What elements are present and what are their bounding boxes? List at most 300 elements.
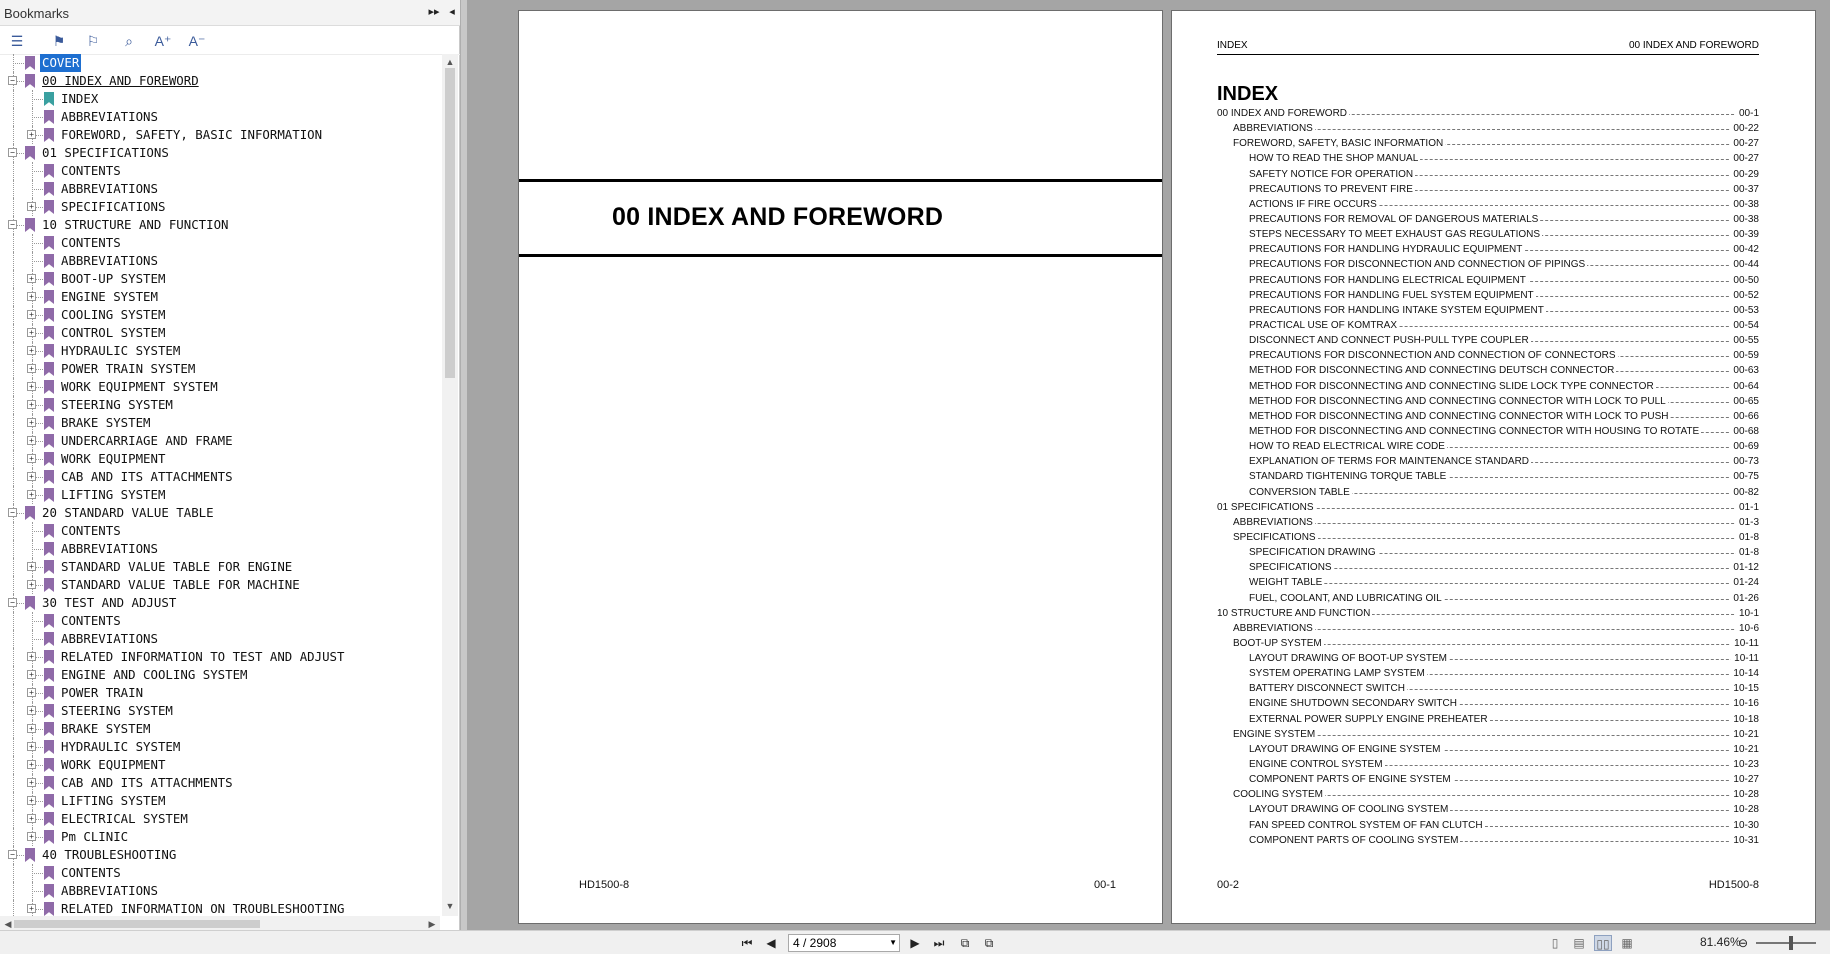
bookmark-item[interactable] bbox=[0, 162, 440, 180]
toc-entry[interactable] bbox=[1217, 153, 1759, 168]
toc-entry-page: 00-38 bbox=[1730, 214, 1759, 225]
bookmark-item[interactable] bbox=[0, 828, 440, 846]
bookmark-item[interactable] bbox=[0, 180, 440, 198]
continuous-icon[interactable]: ▤ bbox=[1573, 936, 1585, 950]
zoom-level[interactable]: 81.46% bbox=[1700, 935, 1741, 949]
tree-connector bbox=[13, 648, 14, 666]
tree-connector bbox=[13, 684, 14, 702]
document-viewer[interactable] bbox=[467, 0, 1830, 930]
toc-entry-page: 01-8 bbox=[1736, 532, 1759, 543]
bookmark-item[interactable] bbox=[0, 414, 440, 432]
bookmark-label[interactable]: WORK EQUIPMENT SYSTEM bbox=[61, 379, 218, 394]
expand-toggle-icon[interactable]: + bbox=[27, 706, 36, 715]
bookmark-icon bbox=[44, 344, 54, 358]
scroll-thumb[interactable] bbox=[14, 920, 260, 928]
toc-entry[interactable] bbox=[1217, 835, 1759, 850]
bookmark-icon bbox=[44, 830, 54, 844]
facing-icon[interactable]: ▯▯ bbox=[1594, 935, 1612, 951]
bookmark-label[interactable]: FOREWORD, SAFETY, BASIC INFORMATION bbox=[61, 127, 323, 142]
chapter-title-band bbox=[519, 179, 1162, 257]
toc-entry-title: SPECIFICATIONS bbox=[1249, 562, 1332, 574]
bookmark-label[interactable]: CAB AND ITS ATTACHMENTS bbox=[61, 469, 233, 484]
zoom-slider[interactable] bbox=[1756, 942, 1816, 944]
bookmark-item[interactable] bbox=[0, 72, 440, 90]
tree-connector bbox=[13, 108, 14, 126]
toc-entry-title: FAN SPEED CONTROL SYSTEM OF FAN CLUTCH bbox=[1249, 819, 1483, 831]
toc-entry[interactable] bbox=[1217, 593, 1759, 608]
toc-entry[interactable] bbox=[1217, 381, 1759, 396]
tree-connector bbox=[13, 882, 14, 900]
bookmark-item[interactable] bbox=[0, 306, 440, 324]
tree-connector bbox=[13, 864, 14, 882]
bookmark-item[interactable] bbox=[0, 864, 440, 882]
toc-entry[interactable] bbox=[1217, 123, 1759, 138]
expand-toggle-icon[interactable]: + bbox=[27, 724, 36, 733]
tree-connector bbox=[13, 558, 14, 576]
toc-entry-page: 00-68 bbox=[1730, 426, 1759, 437]
chevron-left-icon[interactable]: ◂ bbox=[449, 6, 455, 18]
tree-connector bbox=[13, 432, 14, 450]
page-number-field[interactable] bbox=[788, 934, 900, 952]
bookmark-label[interactable]: 10 STRUCTURE AND FUNCTION bbox=[42, 217, 229, 232]
find-bookmark-icon[interactable]: ⌕ bbox=[125, 33, 133, 49]
toc-entry-page: 10-11 bbox=[1731, 638, 1759, 649]
bookmark-icon bbox=[25, 596, 35, 610]
toc-entry-page: 10-14 bbox=[1730, 668, 1759, 679]
bookmark-label[interactable]: HYDRAULIC SYSTEM bbox=[61, 739, 181, 754]
bookmark-label[interactable]: LIFTING SYSTEM bbox=[61, 487, 166, 502]
reduce-text-icon[interactable]: A⁻ bbox=[188, 33, 206, 49]
toc-entry-title: ABBREVIATIONS bbox=[1233, 622, 1313, 634]
tree-connector bbox=[13, 54, 14, 72]
bookmark-label[interactable]: ABBREVIATIONS bbox=[61, 181, 158, 196]
bookmark-label[interactable]: ABBREVIATIONS bbox=[61, 631, 158, 646]
bookmark-label[interactable]: COVER bbox=[42, 55, 80, 70]
toc-entry[interactable] bbox=[1217, 577, 1759, 592]
bookmark-options-icon[interactable]: ☰ bbox=[10, 33, 24, 49]
toc-entry-title: FOREWORD, SAFETY, BASIC INFORMATION bbox=[1233, 138, 1444, 150]
toc-entry[interactable] bbox=[1217, 532, 1759, 547]
toc-entry[interactable] bbox=[1217, 608, 1759, 623]
toc-entry[interactable] bbox=[1217, 698, 1759, 713]
bookmark-item[interactable] bbox=[0, 810, 440, 828]
bookmark-icon bbox=[25, 506, 35, 520]
previous-page-icon[interactable]: ◀ bbox=[766, 936, 776, 950]
bookmarks-vertical-scrollbar[interactable] bbox=[442, 54, 458, 916]
toc-entry[interactable] bbox=[1217, 214, 1759, 229]
bookmark-icon bbox=[44, 236, 54, 250]
collapse-toggle-icon[interactable]: − bbox=[8, 508, 17, 517]
tree-connector bbox=[13, 756, 14, 774]
expand-toggle-icon[interactable]: + bbox=[27, 490, 36, 499]
bookmark-icon bbox=[25, 218, 35, 232]
double-chevron-right-icon[interactable]: ▸▸ bbox=[428, 6, 440, 18]
tree-connector bbox=[32, 639, 45, 640]
bookmark-item[interactable] bbox=[0, 882, 440, 900]
bookmark-icon bbox=[44, 560, 54, 574]
tree-connector bbox=[32, 630, 33, 648]
tree-connector bbox=[13, 414, 14, 432]
bookmark-label[interactable]: COOLING SYSTEM bbox=[61, 307, 166, 322]
toc-entry[interactable] bbox=[1217, 441, 1759, 456]
bookmark-label[interactable]: STANDARD VALUE TABLE FOR ENGINE bbox=[61, 559, 293, 574]
bookmark-item[interactable] bbox=[0, 594, 440, 612]
bookmark-icon bbox=[44, 434, 54, 448]
toc-entry-title: SPECIFICATION DRAWING bbox=[1249, 547, 1376, 559]
bookmark-item[interactable] bbox=[0, 270, 440, 288]
toc-entry[interactable] bbox=[1217, 744, 1759, 759]
bookmark-item[interactable] bbox=[0, 90, 440, 108]
bookmark-label[interactable]: 01 SPECIFICATIONS bbox=[42, 145, 169, 160]
toc-entry-title: PRECAUTIONS FOR REMOVAL OF DANGEROUS MATERIALS bbox=[1249, 213, 1539, 225]
toc-entry-title: METHOD FOR DISCONNECTING AND CONNECTING DEUTSCH CONNECTOR bbox=[1249, 365, 1615, 377]
toc-entry-title: DISCONNECT AND CONNECT PUSH-PULL TYPE COUPLER bbox=[1249, 335, 1529, 347]
bookmark-label[interactable]: BRAKE SYSTEM bbox=[61, 415, 151, 430]
expand-toggle-icon[interactable]: + bbox=[27, 796, 36, 805]
toc-entry-title: PRECAUTIONS TO PREVENT FIRE bbox=[1249, 183, 1413, 195]
bookmark-label[interactable]: CONTROL SYSTEM bbox=[61, 325, 166, 340]
toc-entry[interactable] bbox=[1217, 411, 1759, 426]
toc-entry[interactable] bbox=[1217, 396, 1759, 411]
delete-bookmark-icon[interactable]: ⚐ bbox=[86, 33, 100, 49]
toc-entry-title: ENGINE CONTROL SYSTEM bbox=[1249, 759, 1383, 771]
toc-entry[interactable] bbox=[1217, 804, 1759, 819]
bookmark-label[interactable]: ABBREVIATIONS bbox=[61, 883, 158, 898]
bookmark-icon bbox=[44, 362, 54, 376]
bookmark-label[interactable]: CONTENTS bbox=[61, 235, 121, 250]
expand-toggle-icon[interactable]: + bbox=[27, 130, 36, 139]
toc-entry[interactable] bbox=[1217, 668, 1759, 683]
bookmark-item[interactable] bbox=[0, 774, 440, 792]
bookmark-label[interactable]: 40 TROUBLESHOOTING bbox=[42, 847, 177, 862]
collapse-toggle-icon[interactable]: − bbox=[8, 598, 17, 607]
tree-connector bbox=[13, 378, 14, 396]
next-page-icon[interactable]: ▶ bbox=[910, 936, 920, 950]
toc-entry[interactable] bbox=[1217, 820, 1759, 835]
tree-connector bbox=[32, 531, 45, 532]
bookmark-label[interactable]: ABBREVIATIONS bbox=[61, 109, 158, 124]
bookmark-label[interactable]: HYDRAULIC SYSTEM bbox=[61, 343, 181, 358]
bookmark-item[interactable] bbox=[0, 126, 440, 144]
bookmark-icon bbox=[44, 452, 54, 466]
scroll-left-icon[interactable]: ◀ bbox=[4, 919, 12, 929]
bookmark-item[interactable] bbox=[0, 468, 440, 486]
bookmark-item[interactable] bbox=[0, 846, 440, 864]
bookmark-label[interactable]: STEERING SYSTEM bbox=[61, 397, 173, 412]
toc-entry-page: 00-65 bbox=[1730, 396, 1759, 407]
toc-entry-page: 01-8 bbox=[1736, 547, 1759, 558]
toc-entry[interactable] bbox=[1217, 108, 1759, 123]
collapse-toggle-icon[interactable]: − bbox=[8, 220, 17, 229]
bookmark-label[interactable]: ABBREVIATIONS bbox=[61, 541, 158, 556]
expand-toggle-icon[interactable]: + bbox=[27, 274, 36, 283]
bookmark-label[interactable]: CONTENTS bbox=[61, 163, 121, 178]
bookmark-label[interactable]: 20 STANDARD VALUE TABLE bbox=[42, 505, 214, 520]
expand-toggle-icon[interactable]: + bbox=[27, 760, 36, 769]
bookmark-item[interactable] bbox=[0, 396, 440, 414]
toc-entry[interactable] bbox=[1217, 290, 1759, 305]
tree-connector bbox=[32, 621, 45, 622]
bookmark-label[interactable]: POWER TRAIN bbox=[61, 685, 144, 700]
tree-connector bbox=[13, 288, 14, 306]
toc-entry[interactable] bbox=[1217, 471, 1759, 486]
expand-toggle-icon[interactable]: + bbox=[27, 436, 36, 445]
scroll-right-icon[interactable]: ▶ bbox=[428, 919, 436, 929]
last-page-icon[interactable]: ⏭ bbox=[933, 936, 945, 950]
tree-connector bbox=[32, 108, 33, 126]
toc-entry-page: 01-24 bbox=[1730, 577, 1759, 588]
toc-entry[interactable] bbox=[1217, 275, 1759, 290]
bookmark-label[interactable]: BOOT-UP SYSTEM bbox=[61, 271, 166, 286]
bookmark-label[interactable]: POWER TRAIN SYSTEM bbox=[61, 361, 196, 376]
tree-connector bbox=[13, 162, 14, 180]
bookmark-item[interactable] bbox=[0, 648, 440, 666]
bookmark-label[interactable]: CAB AND ITS ATTACHMENTS bbox=[61, 775, 233, 790]
expand-toggle-icon[interactable]: + bbox=[27, 580, 36, 589]
expand-toggle-icon[interactable]: + bbox=[27, 382, 36, 391]
toc-entry[interactable] bbox=[1217, 789, 1759, 804]
tree-connector bbox=[32, 234, 33, 252]
bookmark-label[interactable]: ABBREVIATIONS bbox=[61, 253, 158, 268]
enlarge-text-icon[interactable]: A⁺ bbox=[154, 33, 172, 49]
bookmark-item[interactable] bbox=[0, 252, 440, 270]
bookmark-item[interactable] bbox=[0, 504, 440, 522]
bookmark-item[interactable] bbox=[0, 450, 440, 468]
bookmark-label[interactable]: Pm CLINIC bbox=[61, 829, 129, 844]
first-page-icon[interactable]: ⏮ bbox=[741, 936, 753, 950]
expand-toggle-icon[interactable]: + bbox=[27, 904, 36, 913]
expand-toggle-icon[interactable]: + bbox=[27, 364, 36, 373]
bookmark-label[interactable]: ELECTRICAL SYSTEM bbox=[61, 811, 188, 826]
bookmark-label[interactable]: WORK EQUIPMENT bbox=[61, 757, 166, 772]
tree-connector bbox=[13, 396, 14, 414]
bookmark-item[interactable] bbox=[0, 234, 440, 252]
toc-entry-page: 00-73 bbox=[1730, 456, 1759, 467]
collapse-toggle-icon[interactable]: − bbox=[8, 76, 17, 85]
bookmark-item[interactable] bbox=[0, 738, 440, 756]
toc-entry[interactable] bbox=[1217, 259, 1759, 274]
bookmark-item[interactable] bbox=[0, 216, 440, 234]
tree-connector bbox=[13, 720, 14, 738]
expand-toggle-icon[interactable]: + bbox=[27, 454, 36, 463]
expand-toggle-icon[interactable]: + bbox=[27, 814, 36, 823]
bookmark-item[interactable] bbox=[0, 54, 440, 72]
tree-connector bbox=[13, 630, 14, 648]
toc-entry-title: LAYOUT DRAWING OF BOOT-UP SYSTEM bbox=[1249, 653, 1447, 665]
bookmark-item[interactable] bbox=[0, 486, 440, 504]
toc-entry[interactable] bbox=[1217, 244, 1759, 259]
bookmark-label[interactable]: INDEX bbox=[61, 91, 99, 106]
expand-toggle-icon[interactable]: + bbox=[27, 562, 36, 571]
toc-entry-title: EXTERNAL POWER SUPPLY ENGINE PREHEATER bbox=[1249, 713, 1488, 725]
bookmark-item[interactable] bbox=[0, 612, 440, 630]
tree-connector bbox=[32, 540, 33, 558]
toc-entry[interactable] bbox=[1217, 229, 1759, 244]
expand-toggle-icon[interactable]: + bbox=[27, 292, 36, 301]
scroll-down-icon[interactable]: ▼ bbox=[445, 901, 455, 911]
bookmark-item[interactable] bbox=[0, 144, 440, 162]
expand-toggle-icon[interactable]: + bbox=[27, 832, 36, 841]
bookmark-label[interactable]: UNDERCARRIAGE AND FRAME bbox=[61, 433, 233, 448]
toc-entry[interactable] bbox=[1217, 456, 1759, 471]
toc-entry[interactable] bbox=[1217, 426, 1759, 441]
bookmark-label[interactable]: STEERING SYSTEM bbox=[61, 703, 173, 718]
bookmark-item[interactable] bbox=[0, 630, 440, 648]
bookmark-icon bbox=[44, 290, 54, 304]
page-footer-number: 00-2 bbox=[1217, 879, 1240, 891]
expand-toggle-icon[interactable]: + bbox=[27, 670, 36, 679]
toc-entry[interactable] bbox=[1217, 729, 1759, 744]
chevron-down-icon[interactable]: ▼ bbox=[889, 938, 897, 947]
toc-entry[interactable] bbox=[1217, 487, 1759, 502]
scroll-thumb[interactable] bbox=[445, 68, 455, 378]
tree-connector bbox=[32, 252, 33, 270]
toc-entry[interactable] bbox=[1217, 184, 1759, 199]
expand-toggle-icon[interactable]: + bbox=[27, 202, 36, 211]
tree-connector bbox=[13, 234, 14, 252]
bookmark-label[interactable]: RELATED INFORMATION TO TEST AND ADJUST bbox=[61, 649, 345, 664]
next-view-icon[interactable]: ⧉ bbox=[984, 936, 994, 950]
expand-toggle-icon[interactable]: + bbox=[27, 418, 36, 427]
bookmark-label[interactable]: LIFTING SYSTEM bbox=[61, 793, 166, 808]
bookmark-item[interactable] bbox=[0, 288, 440, 306]
toc-entry[interactable] bbox=[1217, 502, 1759, 517]
bookmark-label[interactable]: CONTENTS bbox=[61, 613, 121, 628]
toc-entry-title: ABBREVIATIONS bbox=[1233, 516, 1313, 528]
bookmark-label[interactable]: CONTENTS bbox=[61, 523, 121, 538]
toc-entry-title: LAYOUT DRAWING OF ENGINE SYSTEM bbox=[1249, 743, 1441, 755]
toc-leader bbox=[1249, 583, 1759, 584]
bookmark-icon bbox=[25, 848, 35, 862]
toc-entry[interactable] bbox=[1217, 683, 1759, 698]
expand-toggle-icon[interactable]: + bbox=[27, 652, 36, 661]
expand-toggle-icon[interactable]: + bbox=[27, 346, 36, 355]
bookmark-item[interactable] bbox=[0, 756, 440, 774]
bookmark-item[interactable] bbox=[0, 324, 440, 342]
expand-toggle-icon[interactable]: + bbox=[27, 328, 36, 337]
toc-entry[interactable] bbox=[1217, 320, 1759, 335]
bookmark-item[interactable] bbox=[0, 378, 440, 396]
toc-entry-page: 10-28 bbox=[1730, 789, 1759, 800]
bookmark-item[interactable] bbox=[0, 558, 440, 576]
bookmark-label[interactable]: SPECIFICATIONS bbox=[61, 199, 166, 214]
bookmark-item[interactable] bbox=[0, 198, 440, 216]
collapse-toggle-icon[interactable]: − bbox=[8, 148, 17, 157]
toc-entry[interactable] bbox=[1217, 562, 1759, 577]
expand-toggle-icon[interactable]: + bbox=[27, 472, 36, 481]
bookmark-label[interactable]: STANDARD VALUE TABLE FOR MACHINE bbox=[61, 577, 300, 592]
bookmark-item[interactable] bbox=[0, 720, 440, 738]
bookmark-label[interactable]: 30 TEST AND ADJUST bbox=[42, 595, 177, 610]
toc-entry-title: COOLING SYSTEM bbox=[1233, 789, 1324, 801]
toc-entry[interactable] bbox=[1217, 714, 1759, 729]
toc-entry-title: PRECAUTIONS FOR HANDLING FUEL SYSTEM EQUIPMENT bbox=[1249, 289, 1534, 301]
toc-entry-page: 00-55 bbox=[1730, 335, 1759, 346]
toc-entry-title: BOOT-UP SYSTEM bbox=[1233, 637, 1322, 649]
toc-entry[interactable] bbox=[1217, 517, 1759, 532]
bookmark-item[interactable] bbox=[0, 702, 440, 720]
bookmark-item[interactable] bbox=[0, 522, 440, 540]
bookmark-icon bbox=[44, 686, 54, 700]
toc-entry-title: PRECAUTIONS FOR HANDLING INTAKE SYSTEM EQUIPMENT bbox=[1249, 304, 1544, 316]
bookmark-label[interactable]: ENGINE AND COOLING SYSTEM bbox=[61, 667, 248, 682]
toc-entry[interactable] bbox=[1217, 759, 1759, 774]
bookmark-item[interactable] bbox=[0, 432, 440, 450]
bookmark-item[interactable] bbox=[0, 684, 440, 702]
collapse-toggle-icon[interactable]: − bbox=[8, 850, 17, 859]
toc-entry[interactable] bbox=[1217, 169, 1759, 184]
zoom-out-icon[interactable]: ⊖ bbox=[1737, 936, 1749, 950]
scroll-up-icon[interactable]: ▲ bbox=[445, 57, 455, 67]
toc-entry[interactable] bbox=[1217, 547, 1759, 562]
previous-view-icon[interactable]: ⧉ bbox=[960, 936, 970, 950]
bookmark-label[interactable]: BRAKE SYSTEM bbox=[61, 721, 151, 736]
toc-entry[interactable] bbox=[1217, 623, 1759, 638]
toc-entry-title: SPECIFICATIONS bbox=[1233, 531, 1316, 543]
bookmark-item[interactable] bbox=[0, 900, 440, 916]
bookmark-item[interactable] bbox=[0, 792, 440, 810]
toc-entry-page: 00-44 bbox=[1730, 259, 1759, 270]
expand-toggle-icon[interactable]: + bbox=[27, 778, 36, 787]
toc-entry[interactable] bbox=[1217, 350, 1759, 365]
tree-connector bbox=[32, 873, 45, 874]
page-2 bbox=[1171, 10, 1816, 924]
toc-entry-title: 10 STRUCTURE AND FUNCTION bbox=[1217, 607, 1371, 619]
bookmark-label[interactable]: CONTENTS bbox=[61, 865, 121, 880]
bookmark-icon bbox=[44, 488, 54, 502]
toc-entry-page: 00-63 bbox=[1730, 365, 1759, 376]
bookmark-icon bbox=[44, 812, 54, 826]
toc-entry-title: WEIGHT TABLE bbox=[1249, 577, 1323, 589]
toc-entry-page: 00-37 bbox=[1730, 184, 1759, 195]
toc-entry[interactable] bbox=[1217, 365, 1759, 380]
zoom-slider-handle[interactable] bbox=[1789, 936, 1793, 950]
bookmark-icon bbox=[44, 776, 54, 790]
toc-entry[interactable] bbox=[1217, 199, 1759, 214]
bookmark-item[interactable] bbox=[0, 540, 440, 558]
toc-entry[interactable] bbox=[1217, 653, 1759, 668]
bookmark-icon bbox=[44, 272, 54, 286]
toc-entry[interactable] bbox=[1217, 774, 1759, 789]
new-bookmark-icon[interactable]: ⚑ bbox=[52, 33, 66, 49]
toc-entry-page: 00-59 bbox=[1730, 350, 1759, 361]
tree-connector bbox=[13, 306, 14, 324]
toc-entry[interactable] bbox=[1217, 638, 1759, 653]
page-number-value: 4 / 2908 bbox=[793, 936, 837, 950]
expand-toggle-icon[interactable]: + bbox=[27, 310, 36, 319]
bookmark-item[interactable] bbox=[0, 576, 440, 594]
expand-toggle-icon[interactable]: + bbox=[27, 688, 36, 697]
bookmark-label[interactable]: 00 INDEX AND FOREWORD bbox=[42, 73, 199, 88]
single-page-icon[interactable]: ▯ bbox=[1551, 936, 1559, 950]
bookmark-label[interactable]: ENGINE SYSTEM bbox=[61, 289, 158, 304]
toc-entry[interactable] bbox=[1217, 305, 1759, 320]
expand-toggle-icon[interactable]: + bbox=[27, 400, 36, 409]
bookmark-label[interactable]: RELATED INFORMATION ON TROUBLESHOOTING bbox=[61, 901, 345, 916]
bookmark-icon bbox=[25, 146, 35, 160]
bookmark-item[interactable] bbox=[0, 666, 440, 684]
bookmark-item[interactable] bbox=[0, 108, 440, 126]
bookmark-item[interactable] bbox=[0, 342, 440, 360]
bookmark-label[interactable]: WORK EQUIPMENT bbox=[61, 451, 166, 466]
toc-entry-page: 00-1 bbox=[1736, 108, 1759, 119]
bookmark-item[interactable] bbox=[0, 360, 440, 378]
toc-entry[interactable] bbox=[1217, 335, 1759, 350]
expand-toggle-icon[interactable]: + bbox=[27, 742, 36, 751]
continuous-facing-icon[interactable]: ▦ bbox=[1621, 936, 1633, 950]
tree-connector bbox=[13, 522, 14, 540]
toc-entry[interactable] bbox=[1217, 138, 1759, 153]
